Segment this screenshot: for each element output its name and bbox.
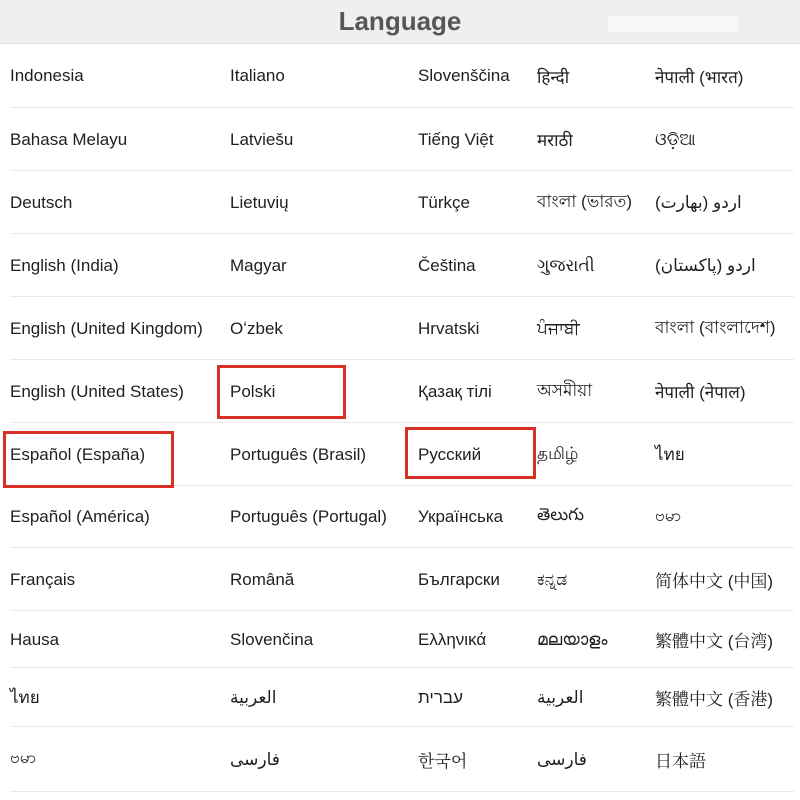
language-item[interactable] bbox=[0, 423, 220, 486]
language-item-label: Български bbox=[418, 569, 500, 589]
language-item-label: Русский bbox=[418, 444, 482, 464]
language-item[interactable] bbox=[220, 44, 408, 108]
language-item[interactable] bbox=[645, 668, 800, 727]
language-item[interactable] bbox=[408, 611, 527, 668]
language-row bbox=[0, 668, 800, 727]
language-item-label: ਪੰਜਾਬੀ bbox=[537, 318, 580, 338]
language-item-label: Hrvatski bbox=[418, 318, 480, 338]
language-item[interactable] bbox=[408, 297, 527, 360]
language-item[interactable] bbox=[0, 234, 220, 297]
language-row bbox=[0, 297, 800, 360]
language-item-label: Slovenščina bbox=[418, 66, 510, 85]
language-item-label: فارسی bbox=[537, 749, 587, 769]
language-item[interactable] bbox=[0, 360, 220, 423]
language-item[interactable] bbox=[645, 360, 800, 423]
language-item-label: 繁體中文 (香港) bbox=[655, 690, 774, 709]
header-glare bbox=[608, 16, 738, 32]
language-item[interactable] bbox=[408, 171, 527, 234]
language-item-label: 한국어 bbox=[418, 752, 468, 771]
language-item[interactable] bbox=[527, 486, 645, 548]
language-item-label: English (United Kingdom) bbox=[10, 318, 203, 338]
language-item[interactable] bbox=[220, 423, 408, 486]
language-item-label: English (United States) bbox=[10, 381, 184, 401]
language-item[interactable] bbox=[220, 171, 408, 234]
language-item-label: Latviešu bbox=[230, 129, 294, 149]
language-item-label: తెలుగు bbox=[537, 505, 584, 524]
language-item-label: Hausa bbox=[10, 629, 60, 649]
language-row bbox=[0, 423, 800, 486]
language-item-label: Čeština bbox=[418, 255, 476, 275]
language-item[interactable] bbox=[527, 668, 645, 727]
language-item-label: ไทย bbox=[10, 688, 40, 707]
language-item-label: Deutsch bbox=[10, 192, 73, 212]
language-item-label: Oʻzbek bbox=[230, 318, 283, 338]
language-item-label: Indonesia bbox=[10, 66, 84, 85]
language-item[interactable] bbox=[220, 668, 408, 727]
language-item[interactable] bbox=[645, 297, 800, 360]
language-item[interactable] bbox=[527, 44, 645, 108]
language-item[interactable] bbox=[220, 108, 408, 171]
language-item-label: Italiano bbox=[230, 66, 285, 85]
language-item-label: 简体中文 (中国) bbox=[655, 572, 774, 591]
language-row bbox=[0, 611, 800, 668]
language-item-label: Lietuvių bbox=[230, 192, 289, 212]
language-item-label: Tiếng Việt bbox=[418, 129, 494, 149]
language-item-label: हिन्दी bbox=[537, 67, 570, 87]
language-item[interactable] bbox=[408, 423, 527, 486]
language-item-label: Polski bbox=[230, 381, 276, 401]
language-item-label: मराठी bbox=[537, 131, 573, 150]
language-item-label: ગુજરાતી bbox=[537, 255, 595, 275]
language-item[interactable] bbox=[527, 171, 645, 234]
language-item-label: العربية bbox=[230, 687, 277, 707]
language-item-label: Українська bbox=[418, 507, 504, 526]
language-item-label: Ελληνικά bbox=[418, 629, 487, 649]
language-item[interactable] bbox=[0, 44, 220, 108]
language-item-label: नेपाली (भारत) bbox=[655, 67, 744, 87]
language-item-label: Português (Portugal) bbox=[230, 507, 387, 526]
language-item[interactable] bbox=[645, 727, 800, 792]
header-bar bbox=[0, 0, 800, 44]
language-item-label: اردو (پاکستان) bbox=[655, 255, 756, 275]
language-item-label: Slovenčina bbox=[230, 629, 314, 649]
language-item[interactable] bbox=[527, 234, 645, 297]
page-title: Language bbox=[338, 6, 462, 36]
language-item[interactable] bbox=[408, 548, 527, 611]
language-item[interactable] bbox=[645, 423, 800, 486]
language-item[interactable] bbox=[220, 297, 408, 360]
language-item[interactable] bbox=[0, 727, 220, 792]
language-item-label: 日本語 bbox=[655, 752, 706, 771]
language-item[interactable] bbox=[0, 668, 220, 727]
language-item[interactable] bbox=[645, 611, 800, 668]
language-item[interactable] bbox=[408, 360, 527, 423]
language-item[interactable] bbox=[408, 668, 527, 727]
language-item[interactable] bbox=[527, 108, 645, 171]
language-item[interactable] bbox=[645, 234, 800, 297]
language-item-label: ไทย bbox=[655, 445, 685, 464]
language-item[interactable] bbox=[645, 108, 800, 171]
language-item[interactable] bbox=[0, 611, 220, 668]
language-item-label: ಕನ್ನಡ bbox=[537, 569, 568, 589]
language-grid bbox=[0, 44, 800, 792]
language-item[interactable] bbox=[527, 727, 645, 792]
language-item[interactable] bbox=[220, 360, 408, 423]
language-item[interactable] bbox=[645, 486, 800, 548]
language-item-label: Română bbox=[230, 569, 295, 589]
language-item-label: Türkçe bbox=[418, 192, 470, 212]
language-item-label: Magyar bbox=[230, 255, 287, 275]
language-item-label: Français bbox=[10, 569, 76, 589]
language-item-label: മലയാളം bbox=[537, 629, 608, 649]
language-item[interactable] bbox=[220, 486, 408, 548]
language-item[interactable] bbox=[220, 234, 408, 297]
language-item[interactable] bbox=[645, 44, 800, 108]
language-item-label: ဗမာ bbox=[655, 505, 682, 525]
language-item-label: অসমীয়া bbox=[537, 380, 593, 400]
language-item-label: தமிழ் bbox=[537, 443, 579, 463]
language-item-label: Español (América) bbox=[10, 507, 150, 526]
language-item-label: Português (Brasil) bbox=[230, 444, 367, 464]
language-row bbox=[0, 360, 800, 423]
language-item-label: اردو (بھارت) bbox=[655, 192, 742, 212]
language-item-label: فارسی bbox=[230, 749, 280, 769]
language-item-label: नेपाली (नेपाल) bbox=[655, 383, 746, 402]
language-item[interactable] bbox=[527, 297, 645, 360]
language-item[interactable] bbox=[527, 548, 645, 611]
language-item[interactable] bbox=[408, 44, 527, 108]
language-item-label: ဗမာ bbox=[10, 748, 37, 767]
language-item[interactable] bbox=[408, 234, 527, 297]
language-row bbox=[0, 234, 800, 297]
language-item[interactable] bbox=[527, 360, 645, 423]
language-item[interactable] bbox=[0, 297, 220, 360]
language-item[interactable] bbox=[0, 486, 220, 548]
language-item[interactable] bbox=[220, 611, 408, 668]
language-item[interactable] bbox=[645, 548, 800, 611]
language-item[interactable] bbox=[527, 611, 645, 668]
language-item[interactable] bbox=[0, 171, 220, 234]
language-item-label: עברית bbox=[418, 687, 463, 707]
language-row bbox=[0, 548, 800, 611]
language-item[interactable] bbox=[408, 108, 527, 171]
language-item-label: Español (España) bbox=[10, 444, 146, 464]
language-item[interactable] bbox=[408, 727, 527, 792]
language-item-label: ଓଡ଼ିଆ bbox=[655, 129, 696, 149]
language-item[interactable] bbox=[645, 171, 800, 234]
language-row bbox=[0, 727, 800, 792]
language-item-label: বাংলা (বাংলাদেশ) bbox=[655, 317, 776, 337]
language-row bbox=[0, 108, 800, 171]
language-row bbox=[0, 486, 800, 548]
language-item[interactable] bbox=[220, 548, 408, 611]
language-row bbox=[0, 44, 800, 108]
language-item[interactable] bbox=[408, 486, 527, 548]
language-item-label: العربية bbox=[537, 687, 584, 707]
language-item[interactable] bbox=[0, 108, 220, 171]
language-item-label: Қазақ тілі bbox=[418, 381, 492, 401]
language-item[interactable] bbox=[527, 423, 645, 486]
language-item-label: বাংলা (ভারত) bbox=[537, 191, 633, 211]
language-item-label: Bahasa Melayu bbox=[10, 129, 128, 149]
language-item-label: English (India) bbox=[10, 255, 119, 275]
language-item-label: 繁體中文 (台湾) bbox=[655, 632, 774, 651]
language-row bbox=[0, 171, 800, 234]
language-item[interactable] bbox=[0, 548, 220, 611]
language-item[interactable] bbox=[220, 727, 408, 792]
